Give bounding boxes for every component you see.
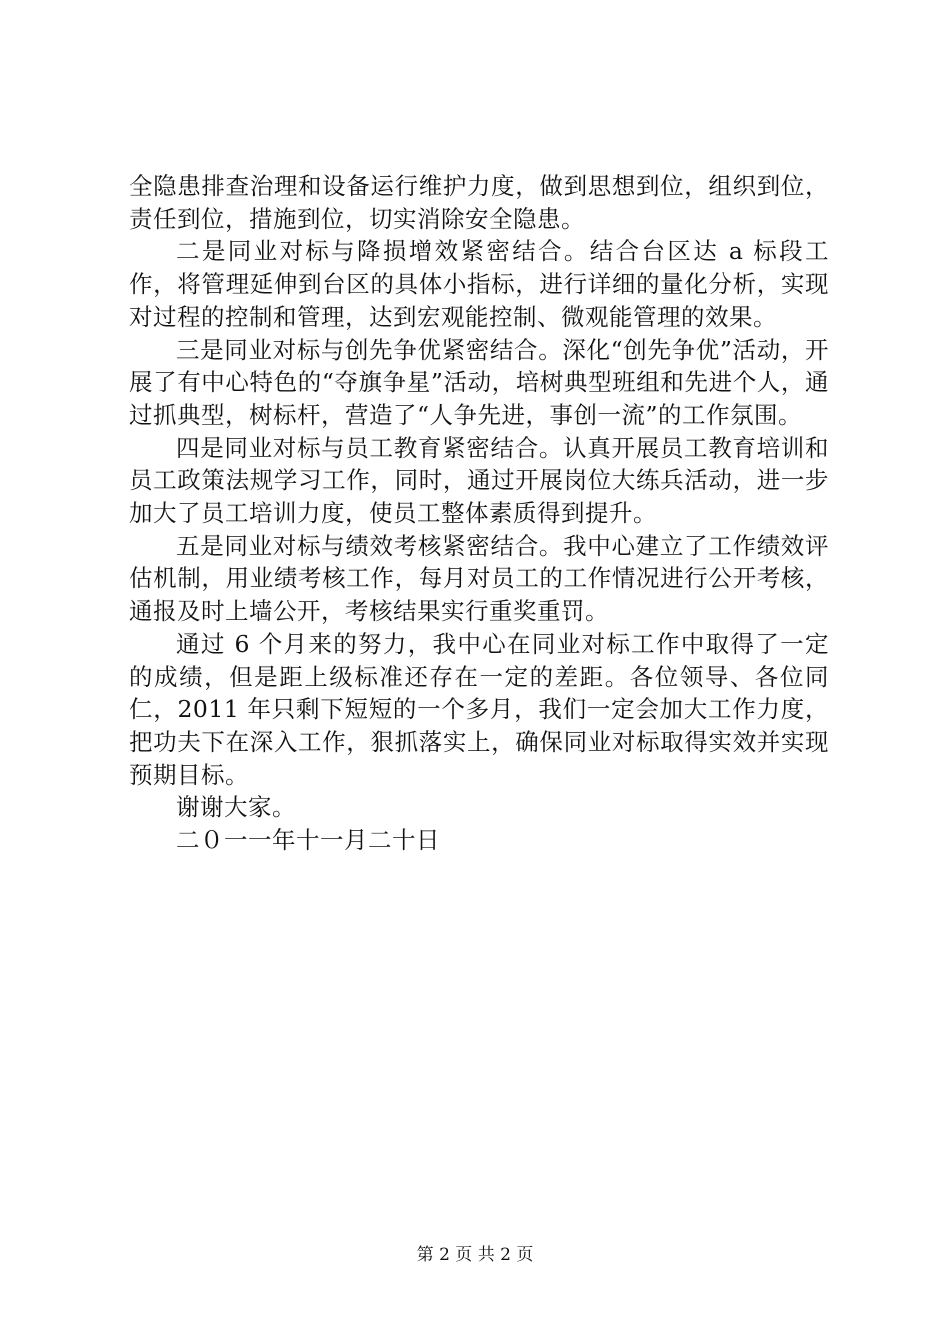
paragraph-conclusion: 通过 6 个月来的努力，我中心在同业对标工作中取得了一定的成绩，但是距上级标准还存在一定的差距。各位领导、各位同仁，2011 年只剩下短短的一个多月，我们一定会加大工作力度，把功夫下在深入工作，狠抓落实上，确保同业对标取得实效并实现预期目标。 xyxy=(129,629,829,789)
paragraph-performance-review: 五是同业对标与绩效考核紧密结合。我中心建立了工作绩效评估机制，用业绩考核工作，每月对员工的工作情况进行公开考核，通报及时上墙公开，考核结果实行重奖重罚。 xyxy=(129,531,829,626)
paragraph-loss-reduction: 二是同业对标与降损增效紧密结合。结合台区达 a 标段工作，将管理延伸到台区的具体小指标，进行详细的量化分析，实现对过程的控制和管理，达到宏观能控制、微观能管理的效果。 xyxy=(129,237,829,331)
document-body xyxy=(129,170,829,857)
paragraph-date: 二０一一年十一月二十日 xyxy=(176,826,440,855)
paragraph-excellence: 三是同业对标与创先争优紧密结合。深化“创先争优”活动，开展了有中心特色的“夺旗争星”活动，培树典型班组和先进个人，通过抓典型，树标杆，营造了“人争先进，事创一流”的工作氛围。 xyxy=(129,335,829,429)
page-footer xyxy=(0,1244,950,1266)
page-number-label: 第 2 页 共 2 页 xyxy=(416,1245,534,1265)
paragraph-thanks: 谢谢大家。 xyxy=(176,793,296,822)
paragraph-safety-continuation: 全隐患排查治理和设备运行维护力度，做到思想到位，组织到位，责任到位，措施到位，切实消除安全隐患。 xyxy=(129,172,829,233)
paragraph-staff-education: 四是同业对标与员工教育紧密结合。认真开展员工教育培训和员工政策法规学习工作，同时，通过开展岗位大练兵活动，进一步加大了员工培训力度，使员工整体素质得到提升。 xyxy=(129,433,829,528)
